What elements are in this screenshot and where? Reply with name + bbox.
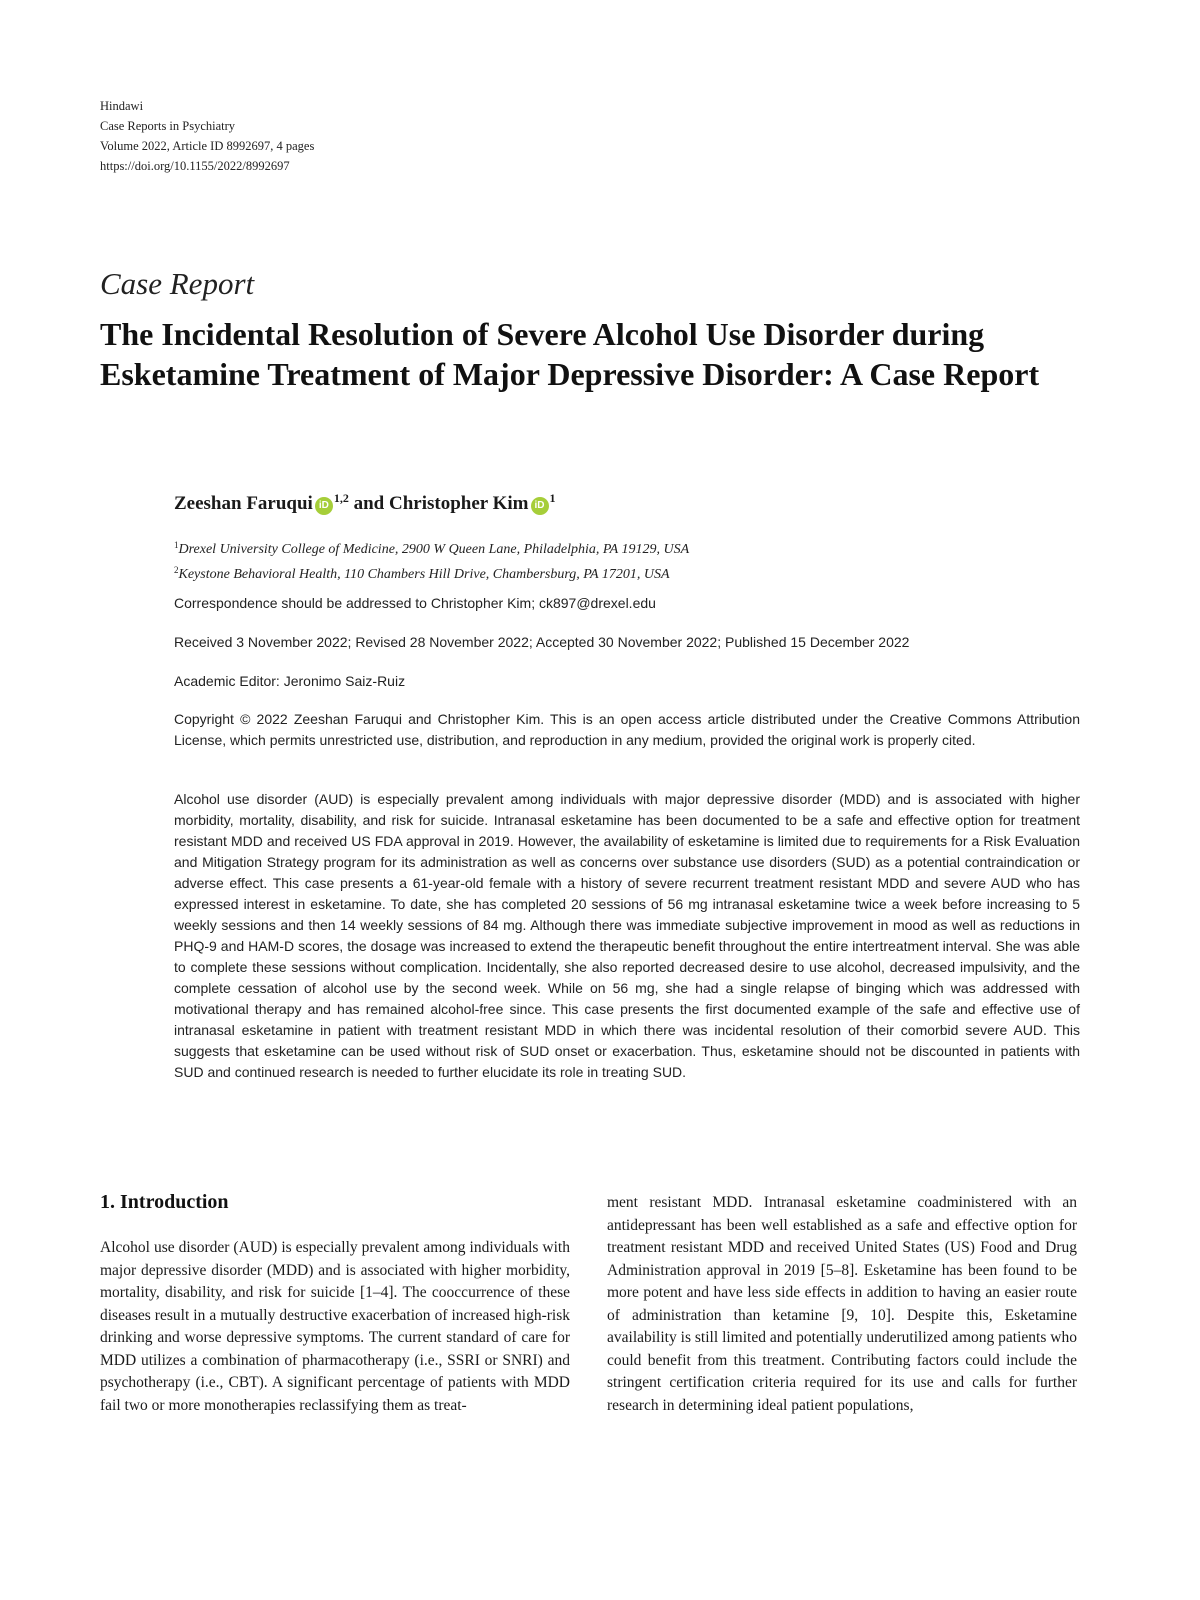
copyright-notice: Copyright © 2022 Zeeshan Faruqui and Christopher Kim. This is an open access article distributed under the Creative Commons Attribution License, which permits unrestricted use, distribution, and reproduction in any medium, provided the original work is properly cited. bbox=[174, 711, 1080, 748]
doi-link[interactable]: https://doi.org/10.1155/2022/8992697 bbox=[100, 159, 290, 173]
author-list bbox=[174, 491, 556, 515]
author-affiliation-marker: 1 bbox=[549, 491, 556, 505]
author-affiliation-marker: 1,2 bbox=[333, 491, 349, 505]
journal-name: Case Reports in Psychiatry bbox=[100, 119, 236, 133]
affiliations bbox=[174, 535, 689, 585]
author-name: Zeeshan Faruqui bbox=[174, 493, 313, 514]
article-type: Case Report bbox=[100, 266, 255, 301]
orcid-icon[interactable]: iD bbox=[531, 497, 549, 515]
publication-dates: Received 3 November 2022; Revised 28 November 2022; Accepted 30 November 2022; Published 15 December 2022 bbox=[174, 634, 910, 650]
journal-masthead bbox=[100, 96, 314, 176]
author-name: Christopher Kim bbox=[388, 493, 529, 514]
author-connector: and bbox=[353, 493, 385, 514]
volume-info: Volume 2022, Article ID 8992697, 4 pages bbox=[100, 139, 315, 153]
body-column-right: ment resistant MDD. Intranasal esketamine coadministered with an antidepressant has been well established as a safe and effective option for treatment resistant MDD and received United States (US) Food and Drug Administration approval in 2019 [5–8]. Esketamine has been found to be more potent and have less side effects in addition to having an easier route of administration than ketamine [9, 10]. Despite this, Esketamine availability is still limited and potentially underutilized among patients who could benefit from this treatment. Contributing factors could include the stringent certification criteria required for its use and calls for further research in determining ideal patient populations, bbox=[607, 1194, 1077, 1414]
article-title: The Incidental Resolution of Severe Alcohol Use Disorder during Esketamine Treatment of Major Depressive Disorder: A Case Report bbox=[100, 316, 1040, 392]
section-heading-introduction: 1. Introduction bbox=[100, 1191, 229, 1213]
orcid-icon[interactable]: iD bbox=[315, 497, 333, 515]
publisher-name: Hindawi bbox=[100, 99, 144, 113]
affiliation-line: $^1$Drexel University College of Medicine, 2900 W Queen Lane, Philadelphia, PA 19129, USA bbox=[174, 540, 690, 557]
academic-editor: Academic Editor: Jeronimo Saiz-Ruiz bbox=[174, 673, 406, 689]
body-column-left: Alcohol use disorder (AUD) is especially prevalent among individuals with major depressive disorder (MDD) and is associated with higher morbidity, mortality, disability, and risk for suicide [1–4]. The cooccurrence of these diseases result in a mutually destructive exacerbation of increased high-risk drinking and worse depressive symptoms. The current standard of care for MDD utilizes a combination of pharmacotherapy (i.e., SSRI or SNRI) and psychotherapy (i.e., CBT). A significant percentage of patients with MDD fail two or more monotherapies reclassifying them as treat- bbox=[100, 1239, 570, 1414]
abstract: Alcohol use disorder (AUD) is especially prevalent among individuals with major depressive disorder (MDD) and is associated with higher morbidity, mortality, disability, and risk for suicide. Intranasal esketamine has been documented to be a safe and effective option for treatment resistant MDD and received US FDA approval in 2019. However, the availability of esketamine is limited due to requirements for a Risk Evaluation and Mitigation Strategy program for its administration as well as concerns over substance use disorders (SUD) as a potential contraindication or adverse effect. This case presents a 61-year-old female with a history of severe recurrent treatment resistant MDD and severe AUD who has expressed interest in esketamine. To date, she has completed 20 sessions of 56 mg intranasal esketamine twice a week before increasing to 5 weekly sessions and then 14 weekly sessions of 84 mg. Although there was immediate subjective improvement in mood as well as reductions in PHQ-9 and HAM-D scores, the dosage was increased to extend the therapeutic benefit throughout the entire intertreatment interval. She was able to complete these sessions without complication. Incidentally, she also reported decreased desire to use alcohol, decreased impulsivity, and the complete cessation of alcohol use by the second week. While on 56 mg, she had a single relapse of binging which was addressed with motivational therapy and has remained alcohol-free since. This case presents the first documented example of the safe and effective use of intranasal esketamine in patient with treatment resistant MDD in which there was incidental resolution of their comorbid severe AUD. This suggests that esketamine can be used without risk of SUD onset or exacerbation. Thus, esketamine should not be discounted in patients with SUD and continued research is needed to further elucidate its role in treating SUD. bbox=[174, 791, 1080, 1080]
affiliation-line: $^2$Keystone Behavioral Health, 110 Chambers Hill Drive, Chambersburg, PA 17201, USA bbox=[174, 565, 670, 582]
correspondence: Correspondence should be addressed to Christopher Kim; ck897@drexel.edu bbox=[174, 595, 656, 611]
